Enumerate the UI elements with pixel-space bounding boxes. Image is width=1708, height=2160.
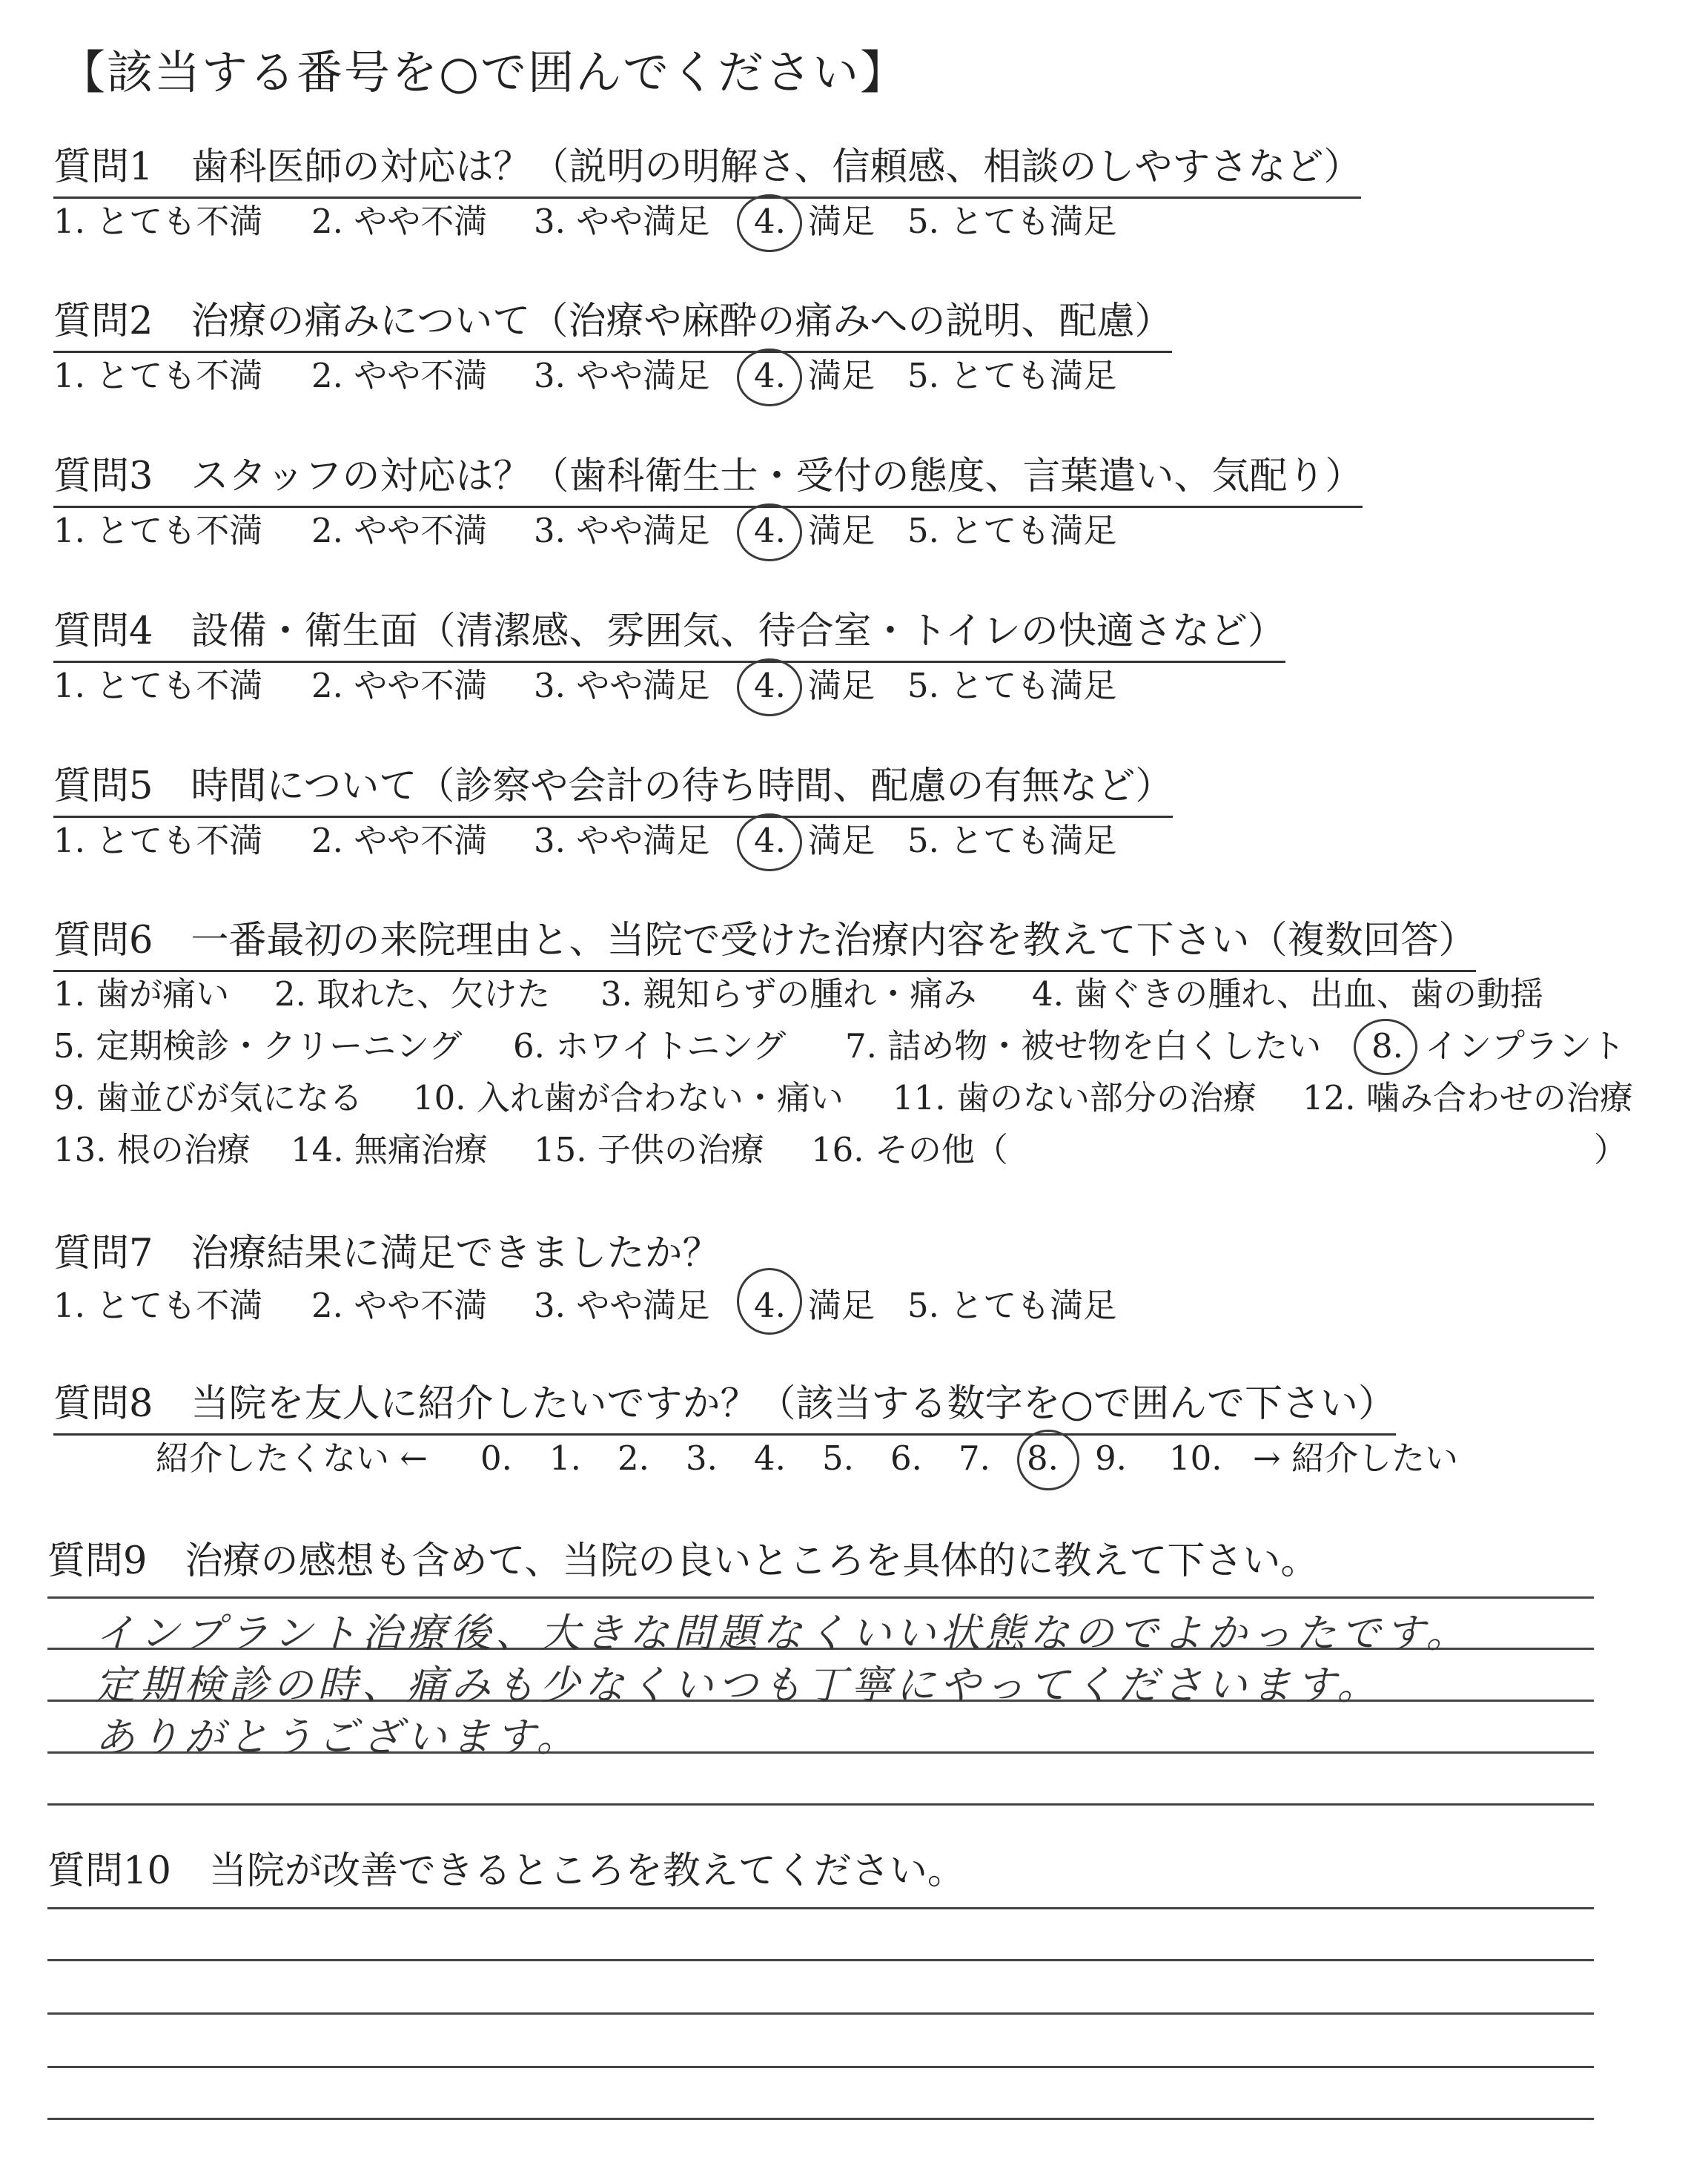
- option-1[interactable]: 1. とても不満: [53, 666, 263, 705]
- option-4[interactable]: 4.: [754, 511, 786, 550]
- option-1[interactable]: 1. とても不満: [53, 356, 263, 395]
- q6-option-14[interactable]: 14. 無痛治療: [291, 1130, 488, 1169]
- answer-line: [47, 2118, 1594, 2120]
- option-5[interactable]: 5. とても満足: [907, 511, 1117, 550]
- q6-option-4[interactable]: 4. 歯ぐきの腫れ、出血、歯の動揺: [1032, 974, 1543, 1014]
- option-4[interactable]: 4.: [754, 666, 786, 705]
- option-2[interactable]: 2. やや不満: [311, 511, 488, 550]
- option-4-label: 満足: [808, 202, 875, 241]
- q6-option-9[interactable]: 9. 歯並びが気になる: [53, 1078, 363, 1117]
- page-title: 【該当する番号を○で囲んでください】: [59, 45, 908, 99]
- q6-option-8[interactable]: 8.: [1371, 1026, 1403, 1066]
- answer-line: [47, 2066, 1594, 2068]
- answer-line: [47, 1596, 1594, 1599]
- option-4-label: 満足: [808, 1286, 875, 1325]
- q6-option-13[interactable]: 13. 根の治療: [53, 1130, 251, 1169]
- scale-1[interactable]: 1.: [549, 1439, 581, 1478]
- answer-line: [47, 1959, 1594, 1961]
- option-2[interactable]: 2. やや不満: [311, 202, 488, 241]
- option-1[interactable]: 1. とても不満: [53, 1286, 263, 1325]
- handwritten-answer-line-1: インプラント治療後、大きな問題なくいい状態なのでよかったです。: [95, 1610, 1471, 1657]
- option-2[interactable]: 2. やや不満: [311, 821, 488, 860]
- option-1[interactable]: 1. とても不満: [53, 202, 263, 241]
- scale-right-label: → 紹介したい: [1253, 1439, 1459, 1478]
- question-3-title: 質問3 スタッフの対応は？（歯科衛生士・受付の態度、言葉遣い、気配り）: [53, 458, 1363, 508]
- q6-option-7[interactable]: 7. 詰め物・被せ物を白くしたい: [845, 1026, 1322, 1066]
- scale-0[interactable]: 0.: [480, 1439, 512, 1478]
- q6-option-5[interactable]: 5. 定期検診・クリーニング: [53, 1026, 463, 1066]
- scale-4[interactable]: 4.: [754, 1439, 786, 1478]
- scale-3[interactable]: 3.: [686, 1439, 718, 1478]
- q6-option-15[interactable]: 15. 子供の治療: [534, 1130, 764, 1169]
- question-1-title: 質問1 歯科医師の対応は？（説明の明解さ、信頼感、相談のしやすさなど）: [53, 148, 1361, 199]
- q6-option-6[interactable]: 6. ホワイトニング: [513, 1026, 787, 1066]
- option-4-label: 満足: [808, 356, 875, 395]
- handwritten-answer-line-2: 定期検診の時、痛みも少なくいつも丁寧にやってくださいます。: [95, 1662, 1382, 1708]
- q6-option-3[interactable]: 3. 親知らずの腫れ・痛み: [600, 974, 977, 1014]
- q6-option-8-label: インプラント: [1425, 1026, 1626, 1066]
- option-2[interactable]: 2. やや不満: [311, 1286, 488, 1325]
- question-4-title: 質問4 設備・衛生面（清潔感、雰囲気、待合室・トイレの快適さなど）: [53, 612, 1285, 663]
- option-4-label: 満足: [808, 821, 875, 860]
- option-1[interactable]: 1. とても不満: [53, 511, 263, 550]
- scale-5[interactable]: 5.: [822, 1439, 854, 1478]
- q6-option-16[interactable]: 16. その他（: [811, 1130, 1008, 1169]
- answer-line: [47, 1907, 1594, 1909]
- scale-6[interactable]: 6.: [890, 1439, 922, 1478]
- option-2[interactable]: 2. やや不満: [311, 356, 488, 395]
- option-3[interactable]: 3. やや満足: [534, 356, 710, 395]
- scale-2[interactable]: 2.: [618, 1439, 649, 1478]
- question-2-title: 質問2 治療の痛みについて（治療や麻酔の痛みへの説明、配慮）: [53, 303, 1172, 353]
- option-4[interactable]: 4.: [754, 1286, 786, 1325]
- scale-10[interactable]: 10.: [1169, 1439, 1222, 1478]
- option-4[interactable]: 4.: [754, 821, 786, 860]
- question-5-title: 質問5 時間について（診察や会計の待ち時間、配慮の有無など）: [53, 767, 1173, 818]
- scale-7[interactable]: 7.: [959, 1439, 990, 1478]
- question-6-title: 質問6 一番最初の来院理由と、当院で受けた治療内容を教えて下さい（複数回答）: [53, 922, 1476, 972]
- question-9-title: 質問9 治療の感想も含めて、当院の良いところを具体的に教えて下さい。: [47, 1539, 1319, 1583]
- scale-9[interactable]: 9.: [1095, 1439, 1127, 1478]
- q6-option-1[interactable]: 1. 歯が痛い: [53, 974, 230, 1014]
- handwritten-answer-line-3: ありがとうございます。: [95, 1714, 581, 1760]
- option-3[interactable]: 3. やや満足: [534, 202, 710, 241]
- q6-option-10[interactable]: 10. 入れ歯が合わない・痛い: [413, 1078, 844, 1117]
- q6-option-12[interactable]: 12. 噛み合わせの治療: [1302, 1078, 1633, 1117]
- option-2[interactable]: 2. やや不満: [311, 666, 488, 705]
- question-7-title: 質問7 治療結果に満足できましたか？: [53, 1232, 721, 1275]
- q6-option-2[interactable]: 2. 取れた、欠けた: [274, 974, 551, 1014]
- answer-line: [47, 2012, 1594, 2015]
- option-3[interactable]: 3. やや満足: [534, 821, 710, 860]
- option-4[interactable]: 4.: [754, 202, 786, 241]
- option-4-label: 満足: [808, 511, 875, 550]
- option-3[interactable]: 3. やや満足: [534, 666, 710, 705]
- option-3[interactable]: 3. やや満足: [534, 1286, 710, 1325]
- option-5[interactable]: 5. とても満足: [907, 1286, 1117, 1325]
- option-4-label: 満足: [808, 666, 875, 705]
- option-4[interactable]: 4.: [754, 356, 786, 395]
- option-5[interactable]: 5. とても満足: [907, 821, 1117, 860]
- answer-line: [47, 1803, 1594, 1806]
- option-5[interactable]: 5. とても満足: [907, 356, 1117, 395]
- q6-option-11[interactable]: 11. 歯のない部分の治療: [893, 1078, 1257, 1117]
- q6-other-close-paren: ）: [1594, 1130, 1628, 1169]
- option-1[interactable]: 1. とても不満: [53, 821, 263, 860]
- option-5[interactable]: 5. とても満足: [907, 202, 1117, 241]
- scale-8[interactable]: 8.: [1027, 1439, 1059, 1478]
- option-3[interactable]: 3. やや満足: [534, 511, 710, 550]
- scale-left-label: 紹介したくない ←: [156, 1439, 428, 1478]
- option-5[interactable]: 5. とても満足: [907, 666, 1117, 705]
- question-10-title: 質問10 当院が改善できるところを教えてください。: [47, 1849, 965, 1893]
- question-8-title: 質問8 当院を友人に紹介したいですか？（該当する数字を○で囲んで下さい）: [53, 1385, 1396, 1436]
